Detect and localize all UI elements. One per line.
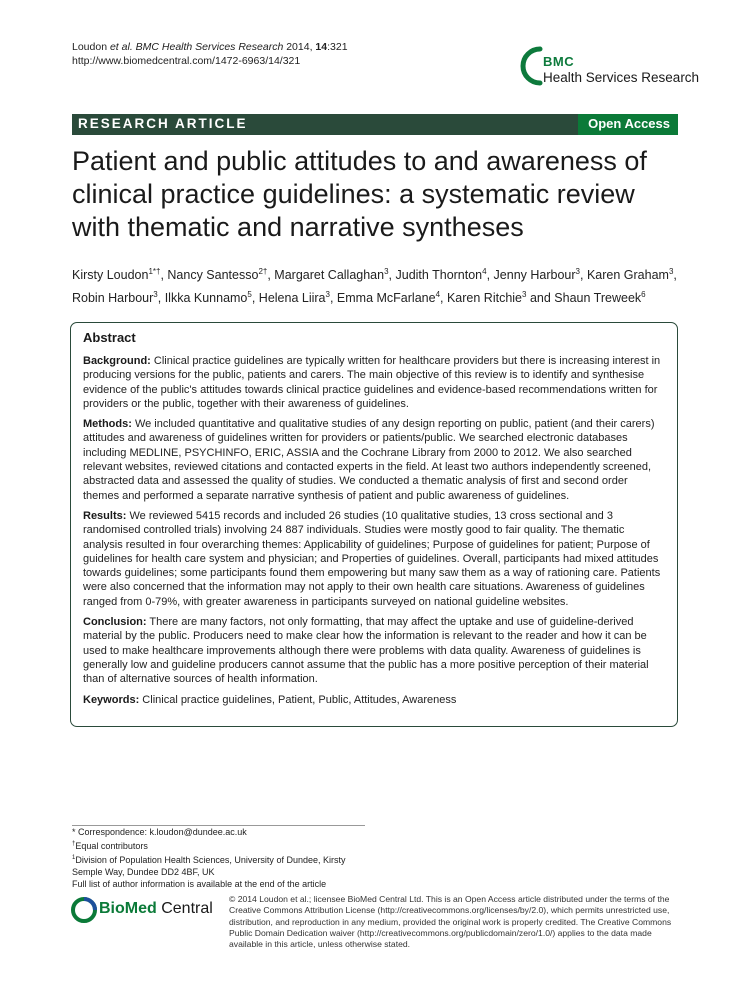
running-header: [72, 40, 348, 68]
publisher-brand-a: BioMed: [99, 900, 157, 917]
article-title: Patient and public attitudes to and awareness of clinical practice guidelines: a systematic review with thematic and narrative syntheses: [72, 146, 647, 242]
author-affiliation-mark: 3: [575, 267, 580, 276]
author-affiliation-mark: 5: [247, 290, 252, 300]
section-text: We included quantitative and qualitative studies of any design reporting on public, patient (and their carers) attitudes and awareness of guidelines written for providers or patients/public. We searched electronic databases including MEDLINE, PSYCHINFO, ERIC, ASSIA and the Cochrane Library from 2000 to 2012. We also searched relevant websites, reviewed citations and contacted experts in the field. At least two authors independently screened, abstracted data and assessed the quality of studies. We conducted a thematic analysis of first and second order themes and performed a separate narrative synthesis of patient and public awareness of guidelines.: [83, 418, 655, 502]
author-name: Nancy Santesso: [167, 268, 259, 283]
logo-journal: Health Services Research: [543, 70, 700, 85]
article-type-banner: [72, 114, 678, 135]
author-affiliation-mark: 1*†: [148, 267, 161, 276]
author-name: Karen Graham: [586, 268, 669, 283]
citation-volume: 14: [315, 41, 328, 53]
abstract-background: [83, 354, 666, 411]
author-name: Helena Liira: [258, 291, 326, 306]
equal-text: Equal contributors: [75, 841, 148, 851]
author-name: Karen Ritchie: [446, 291, 523, 306]
section-text: There are many factors, not only formatting, that may affect the uptake and use of guideline-derived material by the public. Producers need to make clear how the information is relevant to the reader and how it can be used to make healthcare improvements although there were problems with data quality. Awareness of guidelines is generally low and guideline producers cannot assume that the public has a more positive perception of their material than of alternative sources of health information.: [83, 616, 649, 686]
affiliation: [72, 852, 372, 878]
publisher-brand: [99, 900, 213, 918]
equal-contributors: [72, 838, 372, 852]
citation-article: :321: [327, 41, 348, 53]
section-label: Keywords:: [83, 693, 140, 706]
full-list-note: Full list of author information is available at the end of the article: [72, 879, 327, 889]
author-name: Ilkka Kunnamo: [164, 291, 248, 306]
license-text: © 2014 Loudon et al.; licensee BioMed Central Ltd. This is an Open Access article distributed under the terms of the Creative Commons Attribution License (http://creativecommons.org/licenses/by/2.0), which permits unrestricted use, distribution, and reproduction in any medium, provided the original work is properly credited. The Creative Commons Public Domain Dedication waiver (http://creativecommons.org/publicdomain/zero/1.0/) applies to the data made available in this article, unless otherwise stated.: [229, 894, 672, 950]
abstract-conclusion: [83, 615, 666, 686]
author-name: Robin Harbour: [72, 291, 154, 306]
aff-mark: 1: [72, 855, 76, 861]
author-affiliation-mark: 3: [325, 290, 330, 300]
affiliation-text: Division of Population Health Sciences, University of Dundee, Kirsty Semple Way, Dundee DD2 4BF, UK: [72, 855, 346, 877]
equal-mark: †: [72, 841, 76, 847]
author-affiliation-mark: 3: [153, 290, 158, 300]
author-affiliation-mark: 3: [522, 290, 527, 300]
author-affiliation-mark: 3: [384, 267, 389, 276]
publisher-logo: [70, 896, 220, 926]
footnotes: [72, 826, 372, 890]
section-label: Conclusion:: [83, 616, 147, 629]
author-list: Kirsty Loudon$^{1*\dagger}$, Nancy Santesso$^{2\dagger}$, Margaret Callaghan$^3$, Judith Thornton$^4$, Jenny Harbour$^3$, Karen Graham$^3$, Robin Harbour$^3$, Ilkka Kunnamo$^5$, Helena Liira$^3$, Emma McFarlane$^4$, Karen Ritchie$^3$ and Shaun Treweek$^6$: [72, 267, 677, 306]
citation-line: [72, 40, 348, 54]
author-affiliation-mark: 2†: [258, 267, 268, 276]
section-text: We reviewed 5415 records and included 26 studies (10 qualitative studies, 13 cross sectional and 3 randomised controlled trials) involving 24 887 individuals. Studies were mostly good to fair quality. The thematic analysis resulted in four overarching themes: Applicability of guidelines; Purpose of guidelines for patient; Purpose of guidelines for health care system and physician; and Properties of guidelines. Overall, participants had mixed attitudes towards guidelines; some participants found them empowering but many saw them as a way of rationing care. Patients were also concerned that the information may not apply to their own health care situations. Awareness of guidelines ranged from 0-79%, with greater awareness in participants surveyed on national guideline websites.: [83, 509, 661, 608]
section-label: Background:: [83, 355, 151, 367]
section-text: Clinical practice guidelines are typically written for healthcare providers but there is increasing interest in producing versions for the public, patients and carers. The main objective of this review is to identify and synthesise evidence of the public's attitudes towards clinical practice guidelines and evidence-based recommendations written for providers or the public, together with their awareness of guidelines.: [83, 355, 661, 410]
abstract-box: [70, 322, 678, 727]
author-name: Judith Thornton: [395, 268, 483, 283]
citation-authors: Loudon: [72, 41, 110, 53]
article-type: RESEARCH ARTICLE: [78, 116, 248, 131]
section-label: Results:: [83, 509, 127, 522]
publisher-brand-b: Central: [156, 900, 213, 917]
abstract-methods: [83, 417, 666, 503]
author-affiliation-mark: 3: [668, 267, 674, 276]
section-text: Clinical practice guidelines, Patient, Public, Attitudes, Awareness: [139, 693, 457, 706]
abstract-heading: Abstract: [83, 330, 136, 345]
citation-journal: BMC Health Services Research: [132, 41, 284, 53]
open-access-badge: Open Access: [578, 114, 678, 135]
correspondence: * Correspondence: k.loudon@dundee.ac.uk: [72, 827, 247, 837]
author-affiliation-mark: 4: [435, 290, 441, 300]
citation-year: 2014,: [283, 41, 316, 53]
author-affiliation-mark: 4: [482, 267, 487, 276]
author-name: Kirsty Loudon: [72, 268, 149, 283]
abstract-keywords: [83, 693, 666, 707]
author-affiliation-mark: 6: [641, 290, 646, 300]
logo-brand: BMC: [543, 54, 575, 69]
bmc-arc-icon: [514, 46, 544, 86]
author-name: Emma McFarlane: [336, 291, 436, 306]
biomed-circle-icon: [70, 896, 98, 924]
section-label: Methods:: [83, 418, 132, 431]
author-name: Margaret Callaghan: [274, 268, 385, 283]
author-name: Jenny Harbour: [493, 268, 576, 283]
author-name: Shaun Treweek: [554, 291, 642, 306]
journal-logo: [514, 46, 700, 94]
abstract-results: [83, 509, 666, 609]
article-url[interactable]: http://www.biomedcentral.com/1472-6963/14/321: [72, 55, 301, 67]
citation-etal: et al.: [109, 41, 133, 53]
